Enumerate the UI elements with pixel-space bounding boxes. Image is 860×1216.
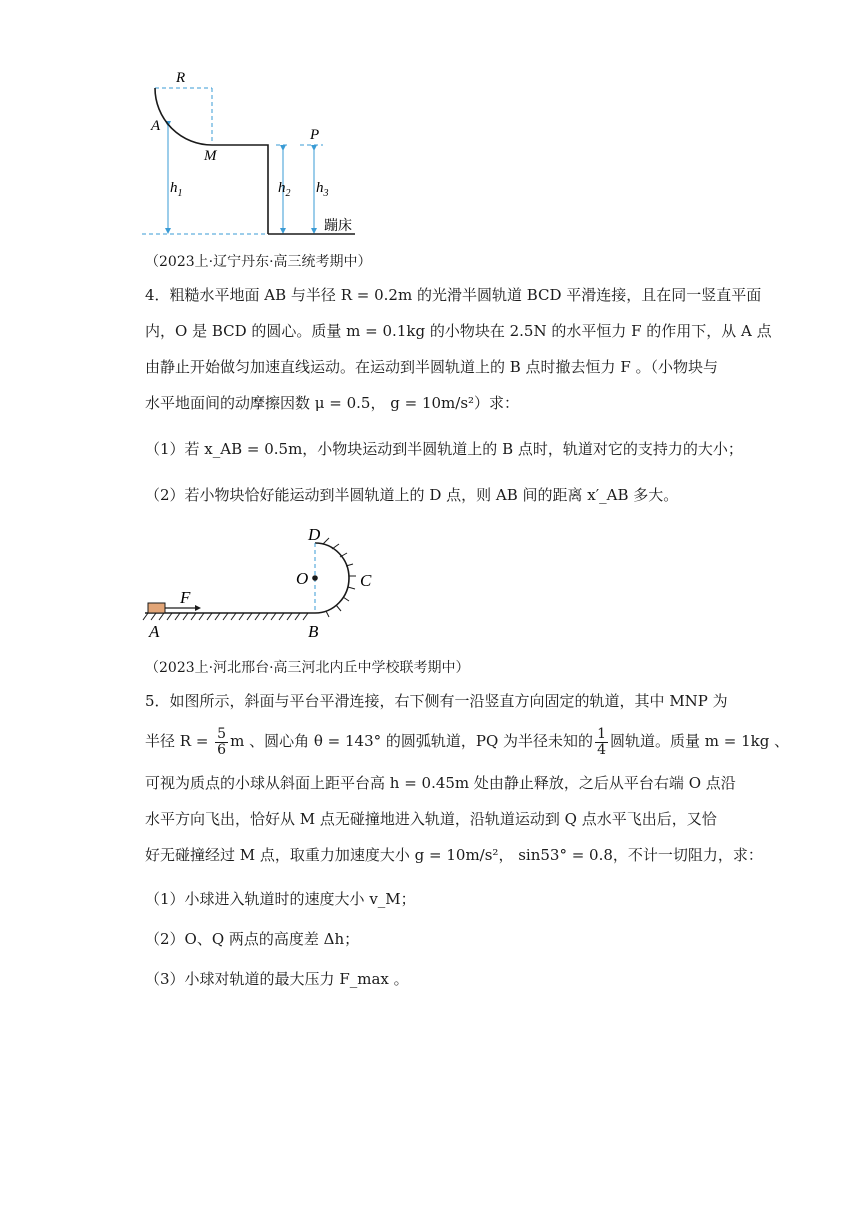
q5-subquestion-1: （1）小球进入轨道时的速度大小 v_M； (145, 890, 416, 908)
q4-subquestion-1: （1）若 x_AB = 0.5m，小物块运动到半圆轨道上的 B 点时，轨道对它的支持力的大小； (145, 440, 743, 458)
fig1-label-h2: $h_2$ (278, 180, 291, 199)
q5-subquestion-3: （3）小球对轨道的最大压力 F_max 。 (145, 970, 409, 988)
q4-line-3: 由静止开始做匀加速直线运动。在运动到半圆轨道上的 B 点时撤去恒力 F 。（小物块与 (145, 358, 719, 376)
fig2-label-B: B (308, 622, 319, 641)
fig1-label-h3: $h_3$ (316, 180, 329, 199)
q5-line-3: 可视为质点的小球从斜面上距平台高 h = 0.45m 处由静止释放，之后从平台右端 O 点沿 (145, 774, 736, 792)
figure-1-diagram (140, 66, 380, 241)
fig2-label-F: F (180, 588, 191, 607)
fig2-label-O: O (296, 569, 309, 588)
fraction-one-quarter: $\frac{1}{4}$ (597, 725, 606, 758)
q5-subquestion-2: （2）O、Q 两点的高度差 Δh； (145, 930, 360, 948)
q5-line-2 (145, 724, 789, 758)
figure-2-diagram (140, 520, 390, 645)
q5-line-2-part-c: 圆轨道。质量 m = 1kg 、 (609, 732, 790, 750)
fig1-label-h1: $h_1$ (170, 180, 183, 199)
q4-subquestion-2: （2）若小物块恰好能运动到半圆轨道上的 D 点，则 AB 间的距离 x′_AB 多大。 (145, 486, 679, 504)
q4-line-2: 内，O 是 BCD 的圆心。质量 m = 0.1kg 的小物块在 2.5N 的水平恒力 F 的作用下，从 A 点 (145, 322, 772, 340)
q5-line-2-part-a: 半径 R = (145, 732, 214, 750)
q5-line-2-part-b: m 、圆心角 θ = 143° 的圆弧轨道，PQ 为半径未知的 (230, 732, 594, 750)
q5-line-4: 水平方向飞出，恰好从 M 点无碰撞地进入轨道，沿轨道运动到 Q 点水平飞出后，又恰 (145, 810, 717, 828)
fig2-label-D: D (308, 525, 321, 544)
source-2: （2023上·河北邢台·高三河北内丘中学校联考期中） (145, 660, 470, 676)
q4-line-4: 水平地面间的动摩擦因数 μ = 0.5， g = 10m/s²）求： (145, 394, 520, 412)
fraction-five-sixths: $\frac{5}{6}$ (217, 725, 227, 758)
fig1-label-R: R (176, 70, 186, 86)
fig1-label-P: P (310, 127, 320, 143)
fig1-label-A: A (151, 118, 161, 134)
fig1-label-trampoline: 蹦床 (324, 218, 352, 234)
q4-line-1: 4．粗糙水平地面 AB 与半径 R = 0.2m 的光滑半圆轨道 BCD 平滑连接，且在同一竖直平面 (145, 286, 762, 304)
fig1-label-M: M (204, 148, 217, 164)
fig2-label-A: A (149, 622, 160, 641)
fig2-label-C: C (360, 571, 372, 590)
q5-line-1: 5．如图所示，斜面与平台平滑连接，右下侧有一沿竖直方向固定的轨道，其中 MNP 为 (145, 692, 728, 710)
source-1: （2023上·辽宁丹东·高三统考期中） (145, 254, 372, 270)
q5-line-5: 好无碰撞经过 M 点，取重力加速度大小 g = 10m/s²， sin53° = 0.8，不计一切阻力，求： (145, 846, 763, 864)
